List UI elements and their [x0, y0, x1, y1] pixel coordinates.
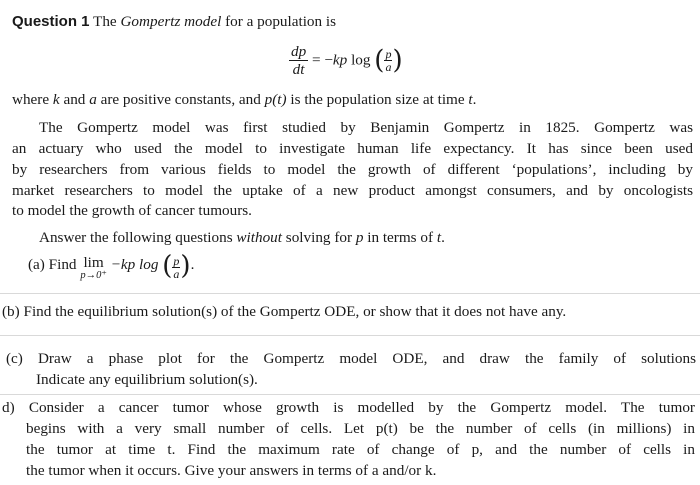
instruction-line: [39, 228, 445, 248]
var-pt: p(t): [264, 91, 287, 108]
var-k: k: [52, 91, 60, 108]
var-a: a: [89, 91, 97, 108]
part-a-label: (a) Find: [28, 256, 81, 273]
part-c-line-2: Indicate any equilibrium solution(s).: [36, 371, 258, 388]
kp-term: kp: [332, 51, 348, 69]
derivative-fraction: [289, 43, 308, 78]
part-b: (b) Find the equilibrium solution(s) of the Gompertz ODE, or show that it does not have any.: [2, 303, 567, 320]
paragraph-line-3: by researchers from various fields to model the growth of different ‘populations’, including by: [12, 161, 693, 178]
derivative-denominator: dt: [292, 61, 305, 78]
part-d-line-1: d) Consider a cancer tumor whose growth is modelled by the Gompertz model. The tumor: [2, 399, 695, 416]
lim-word: lim: [83, 254, 104, 271]
section-divider-2: [0, 335, 700, 336]
question-header: [12, 12, 336, 32]
part-d-line-3: the tumor at time t. Find the maximum rate of change of p, and the number of cells in: [26, 441, 695, 458]
left-paren: (: [374, 45, 385, 76]
part-a-expression: −kp log: [106, 256, 163, 273]
where-text-5: .: [472, 91, 477, 108]
where-text-2: and: [59, 91, 90, 108]
log-function: log: [347, 51, 371, 69]
log-arg-numerator: p: [385, 47, 392, 61]
derivative-numerator: dp: [291, 43, 307, 60]
right-paren: ): [392, 45, 403, 76]
question-intro-prefix: The Gompertz model for a population is: [93, 13, 337, 30]
model-name: Gompertz model: [120, 13, 222, 30]
part-d-line-2: begins with a very small number of cells. Let p(t) be the number of cells (in millions) in: [26, 420, 695, 437]
instruction-text-3: in terms of: [363, 229, 437, 246]
lim-subscript: p→0⁺: [80, 270, 107, 281]
instruction-without: without: [236, 229, 282, 246]
limit-operator: [80, 255, 107, 281]
paragraph-line-1: The Gompertz model was first studied by Benjamin Gompertz in 1825. Gompertz was: [39, 119, 693, 136]
instruction-text-1: Answer the following questions: [39, 229, 237, 246]
part-d-line-4: the tumor when it occurs. Give your answers in terms of a and/or k.: [26, 462, 437, 479]
where-text-4: is the population size at time: [286, 91, 469, 108]
question-label: Question 1: [12, 13, 90, 30]
where-text-3: are positive constants, and: [96, 91, 265, 108]
part-a-left-paren: (: [162, 251, 173, 281]
gompertz-equation: [289, 43, 403, 78]
section-divider-1: [0, 293, 700, 294]
section-divider-3: [0, 394, 700, 395]
part-c-line-1: (c) Draw a phase plot for the Gompertz model ODE, and draw the family of solutions: [6, 350, 696, 367]
var-t: t: [468, 91, 473, 108]
part-a-period: .: [190, 256, 195, 273]
paragraph-line-2: an actuary who used the model to investigate human life expectancy. It has since been used: [12, 140, 693, 157]
instruction-text-2: solving for: [282, 229, 356, 246]
instruction-text-4: .: [441, 229, 445, 246]
where-line: [12, 90, 476, 110]
where-text-1: where: [12, 91, 53, 108]
equals-minus: = −: [308, 51, 333, 69]
part-a-frac-den: a: [173, 267, 180, 281]
part-a: [28, 251, 195, 281]
instruction-var-t: t: [436, 229, 442, 246]
instruction-var-p: p: [355, 229, 364, 246]
part-a-frac-num: p: [173, 254, 180, 268]
log-arg-denominator: a: [385, 60, 392, 74]
paragraph-line-4: market researchers to model the uptake of a new product amongst consumers, and by oncologists: [12, 182, 693, 199]
paragraph-line-5: to model the growth of cancer tumours.: [12, 202, 252, 219]
part-a-right-paren: ): [180, 251, 191, 281]
